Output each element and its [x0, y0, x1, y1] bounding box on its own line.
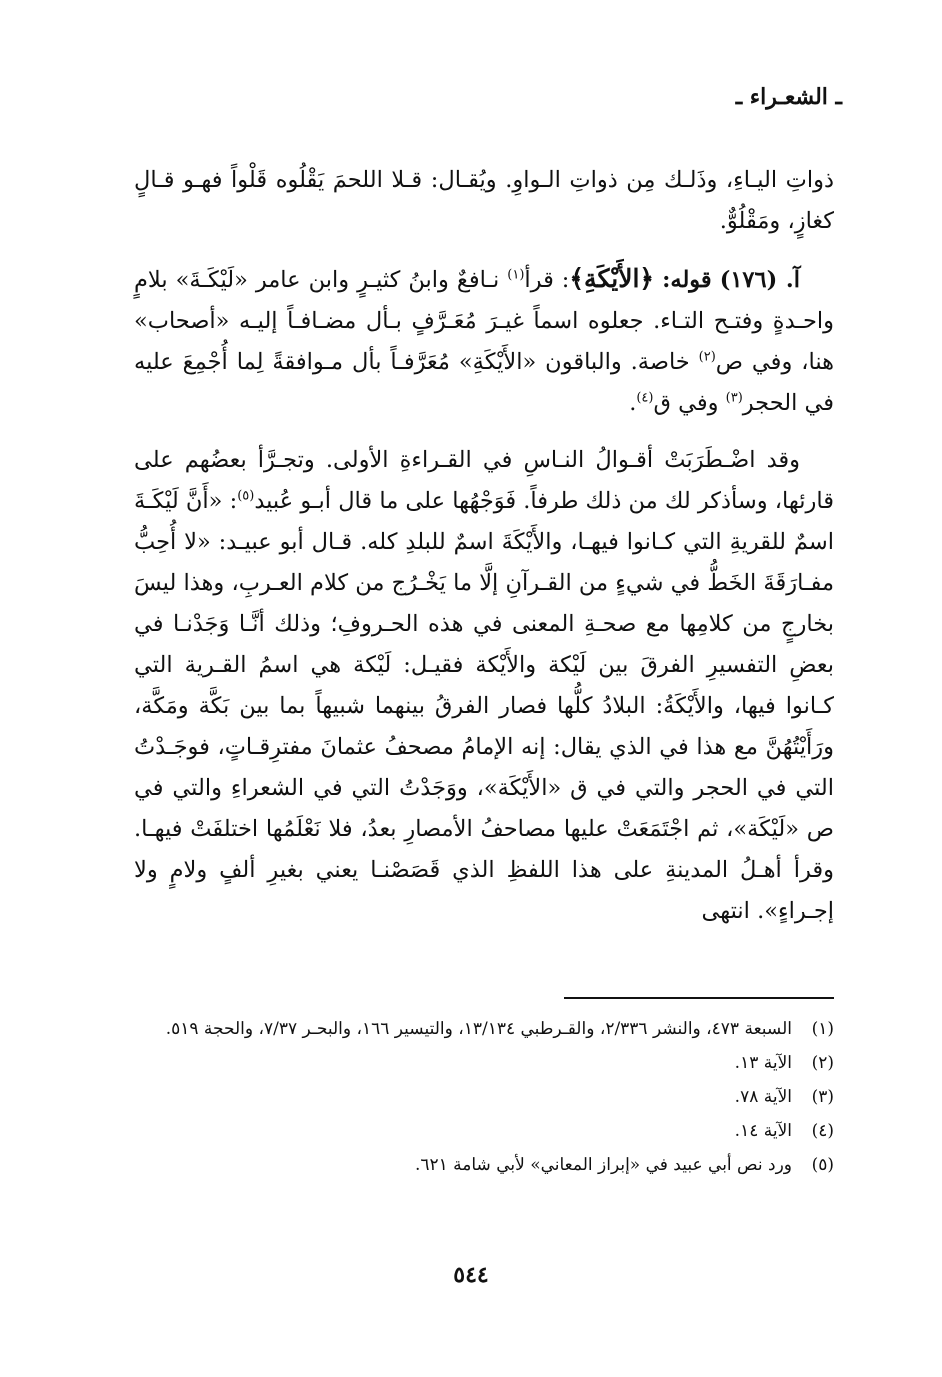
footnote-1 — [134, 1012, 834, 1046]
footnote-number: (٥) — [811, 1155, 834, 1175]
running-header: ـ الشعـراء ـ — [735, 84, 842, 110]
footnote-5 — [134, 1148, 834, 1182]
footnote-4 — [134, 1114, 834, 1148]
footnote-text: ورد نص أبي عبيد في «إبراز المعاني» لأبي شامة ٦٢١. — [414, 1155, 792, 1175]
footnote-text: السبعة ٤٧٣، والنشر ٢/٣٣٦، والقـرطبي ١٣/١٣٤، والتيسير ١٦٦، والبحـر ٧/٣٧، والحجة ٥١٩. — [165, 1019, 792, 1039]
footnote-ref-5[interactable]: (٥) — [237, 488, 255, 504]
paragraph-2-intro: : قرأ — [524, 267, 570, 293]
paragraph-2 — [134, 258, 834, 424]
paragraph-2-text-a: نـافعٌ وابنُ كثيـرٍ وابن عامر «لَيْكَـةَ» بلامٍ واحـدةٍ وفتـح التـاء. جعلوه اسماً غيـرَ مُعَـرَّفٍ بـأل مضـافـاً إليـه «أصحاب» هنا، وفي ص — [134, 267, 835, 375]
footnote-number: (١) — [811, 1019, 834, 1039]
page-number: ٥٤٤ — [453, 1262, 489, 1288]
paragraph-3-text-a: وقد اضْـطَرَبَتْ أقـوالُ النـاسِ في القـراءةِ الأولى. وتجـرَّأ بعضُهم على قارئها، وسأذكر لك من ذلك طرفاً. فَوَجْهُها على ما قال أبـو عُبيد — [134, 447, 834, 514]
footnote-ref-1[interactable]: (١) — [507, 267, 525, 283]
footnote-number: (٣) — [811, 1087, 834, 1107]
footnote-text: الآية ١٤. — [734, 1121, 792, 1141]
footnote-2 — [134, 1046, 834, 1080]
paragraph-2-end: . — [629, 390, 637, 416]
paragraph-1: ذواتِ اليـاءِ، وذَلـك مِن ذواتِ الـواوِ. ويُقـال: قـلا اللحمَ يَقْلُوه قَلْواً فهـو قـالٍ كغازٍ، ومَقْلُوٌّ. — [134, 167, 834, 234]
footnotes — [134, 1012, 834, 1182]
footnote-text: الآية ٧٨. — [734, 1087, 792, 1107]
footnote-text: الآية ١٣. — [734, 1053, 792, 1073]
main-text — [134, 160, 834, 932]
footnote-number: (٤) — [811, 1121, 834, 1141]
footnote-number: (٢) — [811, 1053, 834, 1073]
paragraph-2-text-c: وفي ق — [653, 390, 726, 416]
footnote-ref-4[interactable]: (٤) — [636, 390, 654, 406]
paragraph-2-text-b: خاصة. والباقون «الأَيْكَةِ» مُعَرَّفـاً بأل مـوافقةً لِما أُجْمِعَ عليه في الحجر — [134, 349, 834, 416]
footnote-divider — [564, 997, 834, 999]
paragraph-3-text-b: : «أَنَّ لَيْكَـةَ اسمٌ للقريةِ التي كـانوا فيهـا، والأَيْكَةَ اسمٌ للبلدِ كله. قـال أبو عبيـد: «لا أُحِبُّ مفـارَقَةَ الخَطُّ في شيءٍ من القـرآنِ إلَّا ما يَخْـرُج من كلام العـربِ، وهذا ليسَ بخارجٍ من كلامِها مع صحـةِ المعنى في هذه الحـروفِ؛ وذلك أنَّـا وَجَدْنـا في بعضِ التفسيرِ الفرقَ بين لَيْكة والأَيْكة فقيـل: لَيْكة هي اسمُ القـرية التي كـانوا فيها، والأَيْكَةُ: البلادُ كلُّها فصار الفرقُ بينهما شبيهاً بما بين بَكَّة ومَكَّة، ورَأَيْتُهُنَّ مع هذا في الذي يقال: إنه الإمامُ مصحفُ عثمانَ مفترِقـاتٍ، فوجَـدْتُ التي في الحجر والتي في ق «الأَيْكَة»، ووَجَدْتُ التي في الشعراءِ والتي في ص «لَيْكَة»، ثم اجْتَمَعَتْ عليها مصاحفُ الأمصارِ بعدُ، فلا نَعْلَمُها اختلفَتْ فيهـا. وقرأ أهـلُ المدينةِ على هذا اللفظِ الذي قَصَصْنـا يعني بغيرِ ألفٍ ولامٍ ولا إجـراءٍ». انتهى — [134, 488, 834, 924]
paragraph-3 — [134, 440, 834, 932]
qawluhu-label: قوله: — [662, 267, 712, 293]
footnote-3 — [134, 1080, 834, 1114]
footnote-ref-2[interactable]: (٢) — [698, 349, 716, 365]
footnote-ref-3[interactable]: (٣) — [725, 390, 743, 406]
quranic-word: ﴿الأَيْكَةِ﴾ — [569, 264, 655, 293]
verse-number: آ. (١٧٦) — [719, 267, 801, 293]
